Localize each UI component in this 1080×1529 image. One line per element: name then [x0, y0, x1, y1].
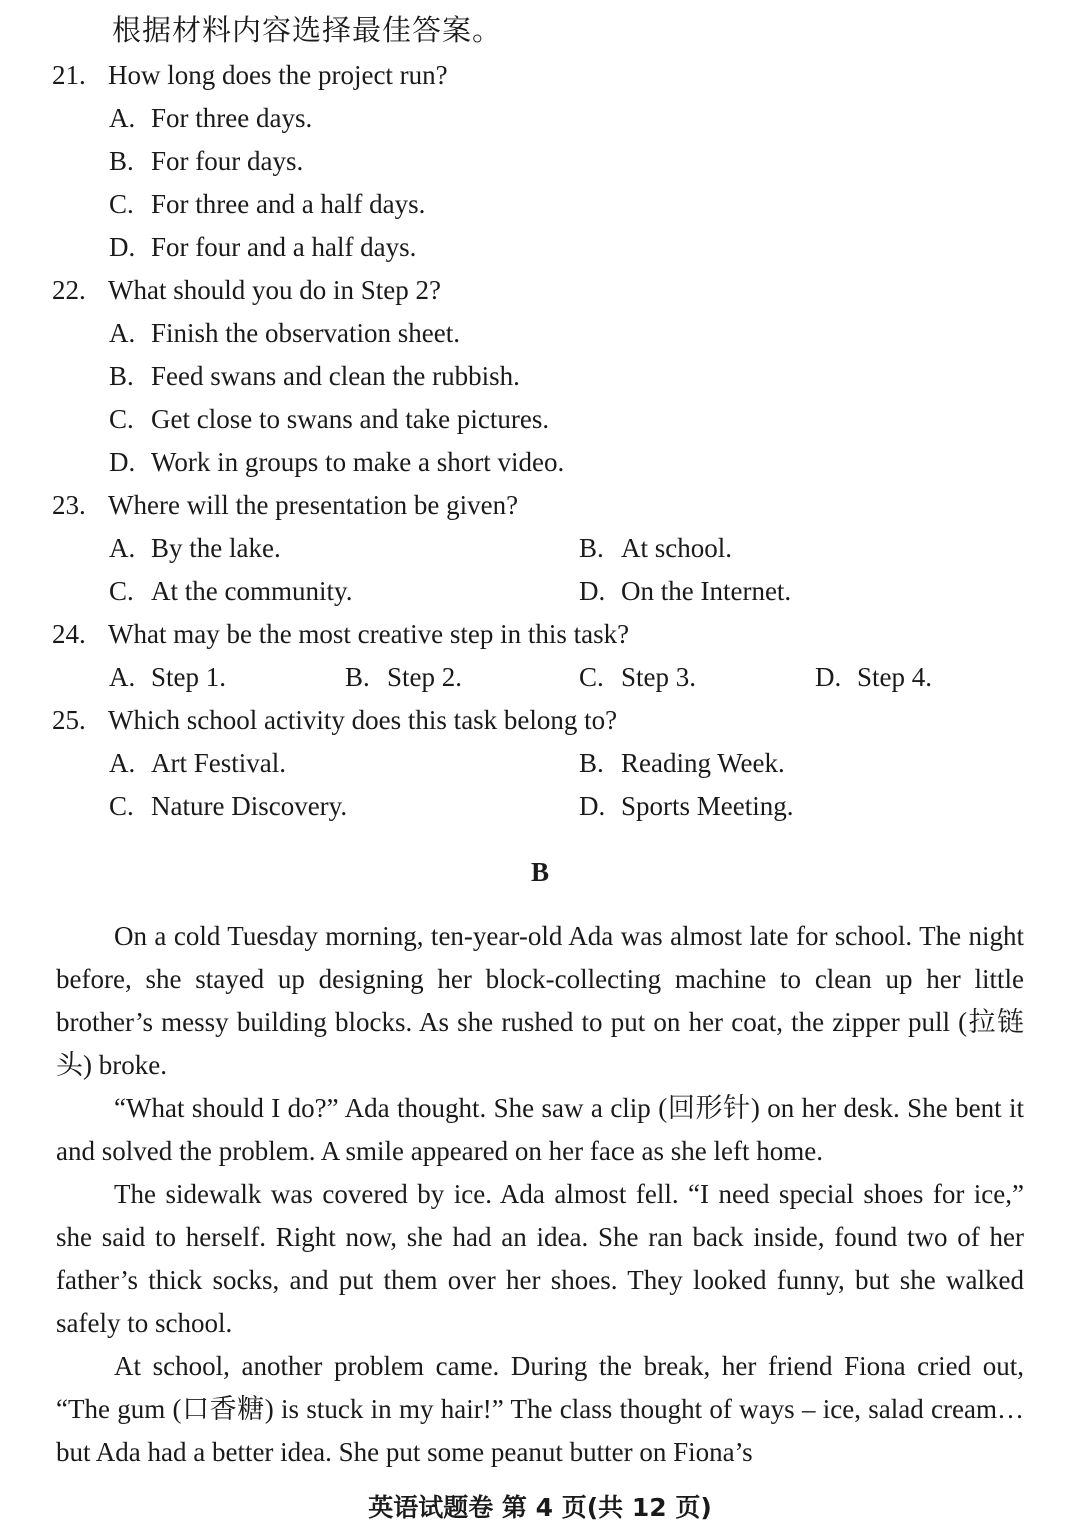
question-23 [52, 484, 1032, 613]
option-b: B. Feed swans and clean the rubbish. [109, 361, 520, 391]
option-d: D. On the Internet. [579, 576, 792, 606]
option-a: A. Art Festival. [109, 748, 286, 778]
option-c: C. Get close to swans and take pictures. [109, 404, 550, 434]
question-number: 21. [52, 60, 86, 90]
question-number: 22. [52, 275, 86, 305]
option-a: A. Finish the observation sheet. [109, 318, 460, 348]
passage-paragraph: “What should I do?” Ada thought. She saw a clip (回形针) on her desk. She bent it and solved the problem. A smile appeared on her face as she left home. [56, 1093, 1024, 1166]
question-stem: Where will the presentation be given? [108, 490, 519, 520]
option-c: C. For three and a half days. [109, 189, 426, 219]
option-c: C. Nature Discovery. [109, 791, 348, 821]
question-stem: Which school activity does this task belong to? [108, 705, 618, 735]
reading-passage [56, 915, 1024, 1474]
question-number: 24. [52, 619, 86, 649]
option-list [52, 742, 1032, 828]
option-a: A. For three days. [109, 103, 313, 133]
passage-paragraph: On a cold Tuesday morning, ten-year-old Ada was almost late for school. The night before, she stayed up designing her block-collecting machine to clean up her little brother’s messy building blocks. As she rushed to put on her coat, the zipper pull (拉链头) broke. [56, 921, 1024, 1080]
passage-paragraph: The sidewalk was covered by ice. Ada almost fell. “I need special shoes for ice,” she said to herself. Right now, she had an idea. She ran back inside, found two of her father’s thick socks, and put them over her shoes. They looked funny, but she walked safely to school. [56, 1179, 1024, 1338]
option-c: C. At the community. [109, 576, 353, 606]
option-d: D. Step 4. [815, 662, 933, 692]
question-number: 25. [52, 705, 86, 735]
option-list [52, 97, 1032, 269]
question-list [52, 54, 1032, 828]
question-stem: How long does the project run? [108, 60, 448, 90]
option-list [52, 312, 1032, 484]
option-a: A. Step 1. [109, 662, 227, 692]
option-d: D. For four and a half days. [109, 232, 417, 262]
option-d: D. Sports Meeting. [579, 791, 794, 821]
instruction-text: 根据材料内容选择最佳答案。 [112, 13, 503, 47]
option-list [52, 527, 1032, 613]
option-b: B. At school. [579, 533, 732, 563]
question-21 [52, 54, 1032, 269]
option-list [52, 656, 1032, 699]
question-number: 23. [52, 490, 86, 520]
passage-paragraph: At school, another problem came. During the break, her friend Fiona cried out, “The gum (口香糖) is stuck in my hair!” The class thought of ways – ice, salad cream… but Ada had a better idea. She put some peanut butter on Fiona’s [56, 1351, 1024, 1467]
page-footer: 英语试题卷 第 4 页(共 12 页) [368, 1493, 712, 1522]
option-b: B. Step 2. [345, 662, 463, 692]
section-title: B [530, 857, 549, 887]
option-b: B. Reading Week. [579, 748, 785, 778]
option-c: C. Step 3. [579, 662, 697, 692]
option-b: B. For four days. [109, 146, 304, 176]
option-d: D. Work in groups to make a short video. [109, 447, 565, 477]
question-stem: What may be the most creative step in this task? [108, 619, 630, 649]
question-24 [52, 613, 1032, 699]
question-25 [52, 699, 1032, 828]
question-22 [52, 269, 1032, 484]
question-stem: What should you do in Step 2? [108, 275, 441, 305]
option-a: A. By the lake. [109, 533, 281, 563]
